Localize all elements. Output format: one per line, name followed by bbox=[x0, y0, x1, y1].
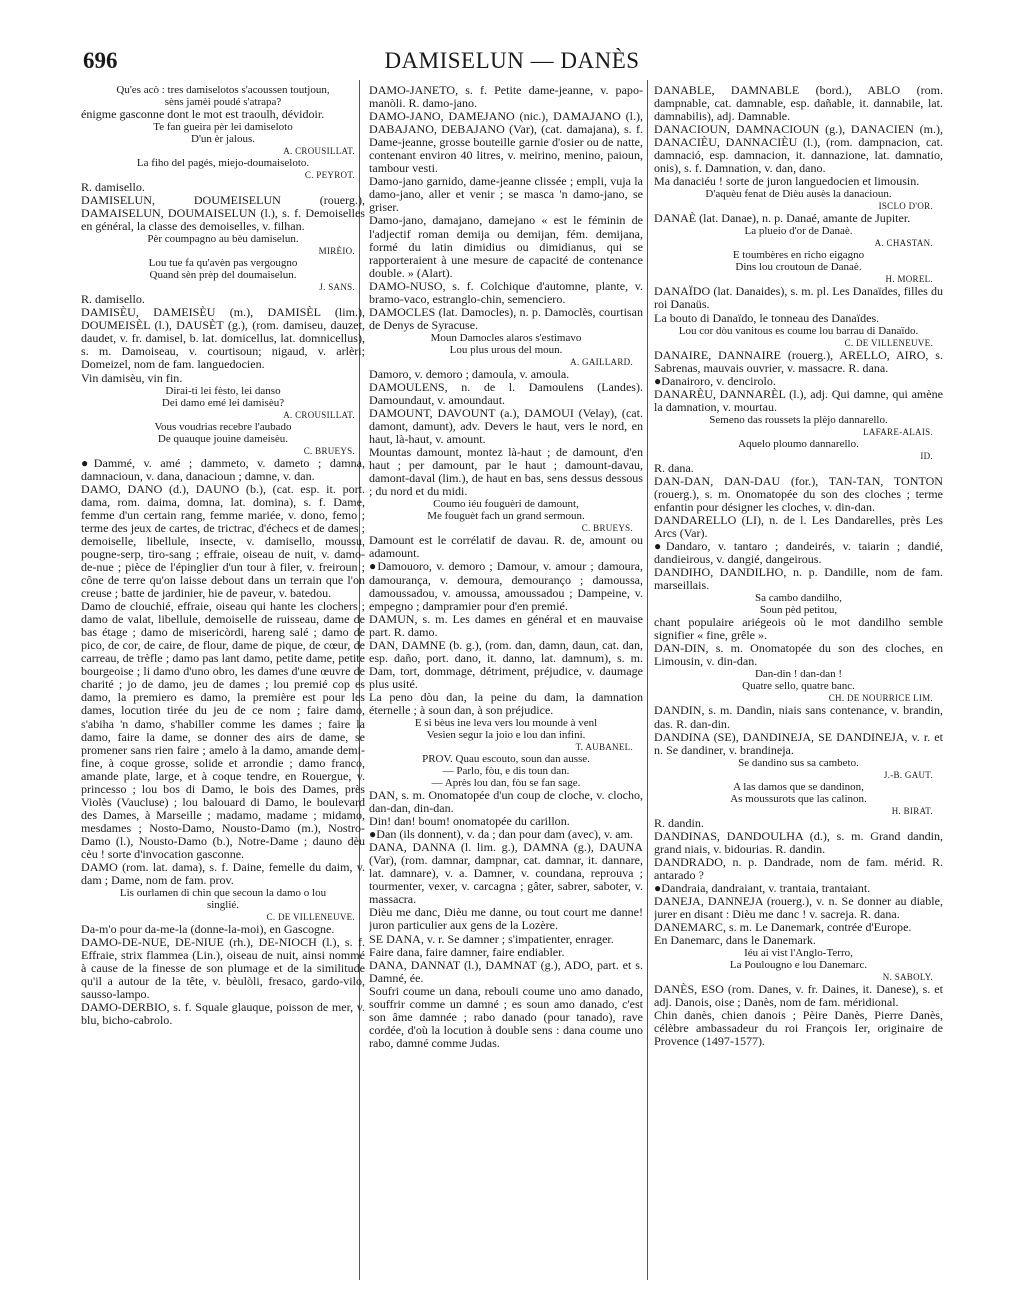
quotation-author: LAFARE-ALAIS. bbox=[863, 426, 933, 437]
dictionary-entry: R. dandin. bbox=[654, 815, 704, 830]
dictionary-entry: ●Damouoro, v. demoro ; Damour, v. amour ; damoura, damourança, v. demoura, demouranço ; damoussa, damoussadou, v. amoussa, amoussadou ; Dampeine, v. empegno ; dampramier pour d'en premié. bbox=[369, 559, 643, 613]
column-middle bbox=[369, 84, 643, 1284]
dictionary-entry: Damo de clouchié, effraie, oiseau qui hante les clochers ; damo de valat, libellule, demoiselle de ruisseau, dame de bas étage ; damo de misericòrdi, hareng salé ; damo de pico, de cor, de caire, de flour, dame de pique, de cœur, de carreau, de trèfle ; damo pas lant damo, petite dame, petite bourgeoise ; li damo d'uno obro, les dames d'une œuvre de charité ; jo de damo, jeu de dames ; lou premié cop es damo, la premiero es damo, la première est pour les dames, locution tirée du jeu de ce nom ; faire damo, s'abiha 'n damo, s'habiller comme les dames ; faire la damo, faire la dame, se donner des airs de dame, se promener sans rien faire ; amelo à la damo, amande demi-fine, à coque grosse, solide et arrondie ; damo franco, amande plate, large, et à coque tendre, en Rouergue, v. princesso ; lou bos di Damo, le bois des Dames, près Violès (Vaucluse) ; lou balouard di Damo, le boulevard des Dames, à Marseille ; madamo, madame ; midamo, mesdames ; Nosto-Damo, Nousto-Damo (m.), Nostro-Damo (l.), Nousto-Damo (b.), Notre-Dame ; dauno dèu cèu ! sorte d'invocation gasconne. bbox=[81, 599, 365, 861]
quotation-line: D'aquèu fenat de Dièu ausès la danacioun. bbox=[705, 188, 892, 201]
quotation-line: De quauque jouine dameisèu. bbox=[157, 432, 289, 445]
dictionary-entry: ●Dammé, v. amé ; dammeto, v. dameto ; damna, damnacioun, v. dana, danacioun ; damne, v. dan. bbox=[81, 455, 365, 483]
quotation-author: C. BRUEYS. bbox=[303, 445, 355, 456]
dictionary-entry: DANEJA, DANNEJA (rouerg.), v. n. Se donner au diable, jurer en disant : Dièu me danc ! v. sacreja. R. dana. bbox=[654, 893, 943, 921]
quotation-author: C. PEYROT. bbox=[304, 170, 355, 181]
quotation-line: — Parlo, fòu, e dis toun dan. bbox=[442, 765, 570, 778]
quotation-line: La plueio d'or de Danaè. bbox=[744, 225, 853, 238]
quotation-author: ID. bbox=[920, 450, 933, 461]
quotation-line: D'un èr jalous. bbox=[191, 133, 255, 146]
quotation-line: Sa cambo dandilho, bbox=[754, 592, 843, 605]
dictionary-entry: DAMO (rom. lat. dama), s. f. Daine, femelle du daim, v. dam ; Dame, nom de fam. prov. bbox=[81, 860, 365, 888]
dictionary-entry: DANDIN, s. m. Dandin, niais sans contenance, v. brandin, das. R. dan-din. bbox=[654, 703, 943, 731]
dictionary-entry: Damount est le corrélatif de davau. R. de, amount ou adamount. bbox=[369, 533, 643, 561]
quotation-line: Quatre sello, quatre banc. bbox=[742, 680, 855, 693]
dictionary-entry: DANA, DANNAT (l.), DAMNAT (g.), ADO, part. et s. Damné, ée. bbox=[369, 957, 643, 985]
dictionary-entry: DANABLE, DAMNABLE (bord.), ABLO (rom. dampnable, cat. damnable, esp. dañable, it. dannabile, lat. damnabilis), adj. Damnable. bbox=[654, 84, 943, 124]
column-left bbox=[81, 84, 365, 1284]
dictionary-entry: Damo-jano garnido, dame-jeanne clissée ; empli, vuja la damo-jano, aller et venir ; se masca 'n damo-jano, se griser. bbox=[369, 174, 643, 215]
quotation-author: ISCLO D'OR. bbox=[878, 201, 933, 212]
dictionary-entry: DANDIHO, DANDILHO, n. p. Dandille, nom de fam. marseillais. bbox=[654, 565, 943, 593]
quotation-line: Soun pèd petitou, bbox=[759, 604, 838, 617]
quotation-author: H. BIRAT. bbox=[891, 805, 933, 816]
quotation-line: Semeno das roussets la plèjo dannarello. bbox=[709, 413, 888, 426]
dictionary-entry: DANAIRE, DANNAIRE (rouerg.), ARELLO, AIRO, s. Sabrenas, mauvais ouvrier, v. massacre. R. dana. bbox=[654, 347, 943, 375]
dictionary-entry: DANARÈU, DANNARÈL (l.), adj. Qui damne, qui amène la damnation, v. mourtau. bbox=[654, 386, 943, 414]
dictionary-entry: DAMUN, s. m. Les dames en général et en mauvaise part. R. damo. bbox=[369, 611, 643, 639]
dictionary-entry: SE DANA, v. r. Se damner ; s'impatienter, enrager. bbox=[369, 931, 614, 946]
quotation-line: Dan-din ! dan-dan ! bbox=[754, 668, 843, 681]
quotation-line: As moussurots que las calinon. bbox=[730, 792, 867, 805]
quotation-author: H. MOREL. bbox=[885, 274, 933, 285]
dictionary-entry: Da-m'o pour da-me-la (donne-la-moi), en Gascogne. bbox=[81, 922, 335, 937]
quotation-author: T. AUBANEL. bbox=[575, 742, 633, 753]
quotation-line: La fiho del pagés, miejo-doumaiseloto. bbox=[136, 157, 310, 170]
quotation-line: Lis ourlamen di chin que secoun la damo o lou bbox=[119, 887, 327, 900]
dictionary-entry: Faire dana, faire damner, faire endiabler. bbox=[369, 944, 565, 959]
dictionary-entry: chant populaire ariégeois où le mot dandilho semble signifier « fine, grêle ». bbox=[654, 615, 943, 643]
dictionary-entry: DAMO-JANO, DAMEJANO (nic.), DAMAJANO (l.), DABAJANO, DEBAJANO (Var), (cat. damajana), s. f. Dame-jeanne, grosse bouteille garnie d'osier ou de natte, contenant environ 40 litres, v. meirino, menino, paioun, tambour vesti. bbox=[369, 109, 643, 176]
dictionary-entry: Chin danès, chien danois ; Pèire Danès, Pierre Danès, célèbre ambassadeur du roi François Ier, originaire de Provence (1497-1577). bbox=[654, 1008, 943, 1049]
dictionary-entry: DAN-DAN, DAN-DAU (for.), TAN-TAN, TONTON (rouerg.), s. m. Onomatopée du son des cloches ; terme enfantin pour désigner les cloches, v. din-dan. bbox=[654, 473, 943, 514]
quotation-line: Qu'es acò : tres damiselotos s'acoussen toutjoun, bbox=[116, 84, 330, 96]
quotation-line: Pèr coumpagno au bèu damiselun. bbox=[147, 233, 299, 246]
quotation-line: Iéu ai vist l'Anglo-Terro, bbox=[744, 947, 853, 960]
running-title: DAMISELUN — DANÈS bbox=[384, 48, 640, 73]
quotation-line: Se dandino sus sa cambeto. bbox=[738, 756, 859, 769]
dictionary-entry: DAN-DIN, s. m. Onomatopée du son des cloches, en Limousin, v. din-dan. bbox=[654, 641, 943, 669]
quotation-line: Coumo iéu fouguèri de damount, bbox=[433, 498, 579, 511]
quotation-line: Quand sèn prèp del doumaiselun. bbox=[149, 269, 297, 282]
dictionary-entry: DAMO-JANETO, s. f. Petite dame-jeanne, v. papo-manòli. R. damo-jano. bbox=[369, 84, 643, 111]
quotation-author: C. DE VILLENEUVE. bbox=[844, 337, 933, 348]
dictionary-entry: DANAÏDO (lat. Danaides), s. m. pl. Les Danaïdes, filles du roi Danaüs. bbox=[654, 284, 943, 312]
quotation-line: Dirai-ti lei fèsto, lei danso bbox=[165, 384, 281, 397]
quotation-line: Me fouguèt fach un grand sermoun. bbox=[427, 510, 585, 523]
dictionary-entry: DANDINA (SE), DANDINEJA, SE DANDINEJA, v. r. et n. Se dandiner, v. brandineja. bbox=[654, 729, 943, 757]
dictionary-entry: DANDRADO, n. p. Dandrade, nom de fam. mérid. R. antarado ? bbox=[654, 854, 943, 882]
quotation-line: singlié. bbox=[206, 899, 240, 912]
dictionary-entry: énigme gasconne dont le mot est traoulh, dévidoir. bbox=[81, 107, 325, 121]
quotation-line: Lou tue fa qu'avèn pas vergougno bbox=[148, 257, 298, 270]
quotation-line: Dins lou croutoun de Danaè. bbox=[735, 261, 862, 274]
quotation-author: J.-B. GAUT. bbox=[883, 769, 933, 780]
dictionary-entry: DAMOUNT, DAVOUNT (a.), DAMOUI (Velay), (cat. damont, damunt), adv. Devers le haut, vers le nord, en haut, là-haut, v. amount. bbox=[369, 406, 643, 447]
dictionary-entry: Damo-jano, damajano, damejano « est le féminin de l'adjectif roman demija ou demijan, fém. demijana, formé du latin dimidius ou dimidianus, qui se rapporteraient à une mesure de capacité de contenance double. » (Alart). bbox=[369, 213, 643, 280]
quotation-line: La Poulougno e lou Danemarc. bbox=[729, 959, 868, 972]
dictionary-entry: DAMOCLES (lat. Damocles), n. p. Damoclès, courtisan de Denys de Syracuse. bbox=[369, 304, 643, 332]
dictionary-entry: R. damisello. bbox=[81, 180, 145, 195]
dictionary-entry: Mountas damount, montez là-haut ; de damount, d'en haut ; per damount, par le haut ; damount-davau, damont-daval (lim.), de haut en bas, sens dessus dessous ; du nord et du midi. bbox=[369, 445, 643, 499]
column-right bbox=[654, 84, 943, 1284]
dictionary-entry: DAMO-DERBIO, s. f. Squale glauque, poisson de mer, v. blu, bicho-cabrolo. bbox=[81, 1000, 365, 1028]
quotation-line: — Après lou dan, fòu se fan sage. bbox=[431, 777, 581, 790]
quotation-author: C. DE VILLENEUVE. bbox=[266, 912, 355, 923]
quotation-author: C. BRUEYS. bbox=[581, 523, 633, 534]
quotation-author: N. SABOLY. bbox=[882, 972, 933, 983]
column-rule-2 bbox=[647, 80, 648, 1280]
dictionary-entry: DAMISÈU, DAMEISÈU (m.), DAMISÈL (lim.), DOUMEISÈL (l.), DAUSÈT (g.), (rom. damiseu, dauzet, daudet, v. fr. damisel, b. lat. domicellus, lat. domnicellus), s. m. Damoiseau, v. courtisoun; nigaud, v. arlèri; Domeizel, nom de fam. languedocien. bbox=[81, 305, 365, 372]
dictionary-entry: DAMO, DANO (d.), DAUNO (b.), (cat. esp. it. port. dama, rom. daima, domna, lat. domina), s. f. Dame, femme d'un certain rang, femme mariée, v. dono, femo ; terme des jeux de cartes, de trictrac, d'échecs et de dames ; demoiselle, libellule, insecte, v. damisello, moussu, pougne-serp, tiro-sang ; effraie, oiseau de nuit, v. damo-de-nue ; pièce de l'épinglier d'un tour à filer, v. freiroun ; cône de terre qu'on laisse debout dans un terrain que l'on creuse ; batte de jardinier, hie de paveur, v. batedou. bbox=[81, 481, 365, 601]
dictionary-entry: DANACIOUN, DAMNACIOUN (g.), DANACIEN (m.), DANACIÈU, DANNACIÈU (l.), (rom. dampnacion, cat. damnació, esp. damnacion, it. dannazione, lat. damnatio, onis), s. f. Damnation, v. dan, dano. bbox=[654, 122, 943, 176]
quotation-line: Lou plus urous del moun. bbox=[449, 343, 563, 356]
quotation-line: sèns jamèi poudé s'atrapa? bbox=[164, 96, 282, 108]
dictionary-entry: Vin damisèu, vin fin. bbox=[81, 370, 183, 385]
quotation-line: Vous voudrias recebre l'aubado bbox=[154, 420, 292, 433]
dictionary-entry: DAMISELUN, DOUMEISELUN (rouerg.), DAMAISELUN, DOUMAISELUN (l.), s. f. Demoiselles en général, la classe des demoiselles, v. filhan. bbox=[81, 193, 365, 234]
dictionary-entry: DANAÈ (lat. Danae), n. p. Danaé, amante de Jupiter. bbox=[654, 211, 911, 226]
dictionary-entry: La bouto di Danaïdo, le tonneau des Danaïdes. bbox=[654, 310, 880, 325]
quotation-author: CH. DE NOURRICE LIM. bbox=[828, 693, 933, 704]
quotation-line: Dei damo emé lei damisèu? bbox=[161, 396, 285, 409]
quotation-line: Aquelo ploumo dannarello. bbox=[738, 437, 859, 450]
dictionary-entry: DAN, s. m. Onomatopée d'un coup de cloche, v. clocho, dan-dan, din-dan. bbox=[369, 788, 643, 816]
quotation-line: Vesien segur la joio e lou dan infini. bbox=[426, 729, 586, 742]
dictionary-entry: DAMO-NUSO, s. f. Colchique d'automne, plante, v. bramo-vaco, estranglo-chin, semenciero. bbox=[369, 278, 643, 306]
quotation-author: A. GAILLARD. bbox=[570, 356, 633, 367]
quotation-author: A. CROUSILLAT. bbox=[283, 409, 355, 420]
dictionary-entry: ●Danairoro, v. dencirolo. bbox=[654, 373, 776, 388]
quotation-line: PROV. Quau escouto, soun dan ausse. bbox=[422, 753, 590, 766]
page-number: 696 bbox=[83, 48, 118, 73]
dictionary-entry: DAMOULENS, n. de l. Damoulens (Landes). Damoundaut, v. amoundaut. bbox=[369, 379, 643, 407]
dictionary-entry: DAMO-DE-NUE, DE-NIUE (rh.), DE-NIOCH (l.), s. f. Effraie, strix flammea (Lin.), oiseau de nuit, ainsi nommé à cause de la finesse de son plumage et de la similitude qu'il a autour de la tête, v. bèulòli, fresaco, gardo-vilo, sausso-lampo. bbox=[81, 935, 365, 1002]
dictionary-entry: ●Dandraia, dandraiant, v. trantaia, trantaiant. bbox=[654, 880, 871, 895]
quotation-line: Moun Damocles alaros s'estimavo bbox=[430, 331, 582, 344]
quotation-author: J. SANS. bbox=[319, 282, 355, 293]
dictionary-entry: Din! dan! boum! onomatopée du carillon. bbox=[369, 814, 570, 829]
quotation-line: E toumbères en richo eigagno bbox=[732, 249, 865, 262]
dictionary-entry: R. dana. bbox=[654, 460, 694, 475]
dictionary-entry: DANDARELLO (LI), n. de l. Les Dandarelles, près Les Arcs (Var). bbox=[654, 512, 943, 541]
dictionary-entry: Dièu me danc, Dièu me danne, ou tout court me danne! juron particulier aux gens de la Lozère. bbox=[369, 905, 643, 933]
quotation-line: Lou cor dòu vanitous es coume lou barrau di Danaïdo. bbox=[678, 324, 919, 337]
quotation-line: E si bèus ine leva vers lou mounde à venl bbox=[414, 717, 598, 730]
dictionary-entry: En Danemarc, dans le Danemark. bbox=[654, 933, 816, 948]
dictionary-entry: DANEMARC, s. m. Le Danemark, contrée d'Europe. bbox=[654, 920, 912, 935]
dictionary-entry: DANDINAS, DANDOULHA (d.), s. m. Grand dandin, grand niais, v. bidourias. R. dandin. bbox=[654, 828, 943, 856]
dictionary-entry: DAN, DAMNE (b. g.), (rom. dan, damn, daun, cat. dan, esp. daño, port. dano, it. danno, lat. damnum), s. m. Dam, tort, dommage, détriment, préjudice, v. daumage plus usité. bbox=[369, 637, 643, 691]
dictionary-entry: Damoro, v. demoro ; damoula, v. amoula. bbox=[369, 366, 570, 381]
dictionary-entry: ●Dandaro, v. tantaro ; dandeirés, v. taiarin ; dandié, dandieirous, v. dangié, dangeirous. bbox=[654, 539, 943, 567]
quotation-author: MIRÈIO. bbox=[318, 246, 355, 257]
dictionary-entry: DANA, DANNA (l. lim. g.), DAMNA (g.), DAUNA (Var), (rom. damnar, dampnar, cat. damnar, it. dannare, lat. damnare), v. a. Damner, v. coundana, reprouva ; tourmenter, vexer, v. carcagna ; gâter, sabrer, saboter, v. massacra. bbox=[369, 840, 643, 907]
dictionary-entry: DANÈS, ESO (rom. Danes, v. fr. Daines, it. Danese), s. et adj. Danois, oise ; Danès, nom de fam. méridional. bbox=[654, 982, 943, 1010]
quotation-line: A las damos que se dandinon, bbox=[733, 780, 864, 793]
quotation-author: A. CROUSILLAT. bbox=[283, 146, 355, 157]
quotation-line: Te fan gueira pèr lei damiseloto bbox=[153, 121, 293, 134]
dictionary-entry: Ma danaciéu ! sorte de juron languedocien et limousin. bbox=[654, 174, 920, 189]
quotation-author: A. CHASTAN. bbox=[874, 238, 933, 249]
dictionary-entry: ●Dan (ils donnent), v. da ; dan pour dam (avec), v. am. bbox=[369, 827, 633, 842]
dictionary-entry: R. damisello. bbox=[81, 292, 145, 307]
dictionary-entry: La peno dòu dan, la peine du dam, la damnation éternelle ; à soun dan, à son préjudice. bbox=[369, 689, 643, 717]
dictionary-entry: Soufri coume un dana, rebouli coume uno amo danado, souffrir comme un damné ; es soun amo danado, c'est son âme damnée ; rabo danado (pour tanado), rave cordée, d'où la locution à double sens : dana coume uno rabo, damné comme Judas. bbox=[369, 983, 643, 1050]
